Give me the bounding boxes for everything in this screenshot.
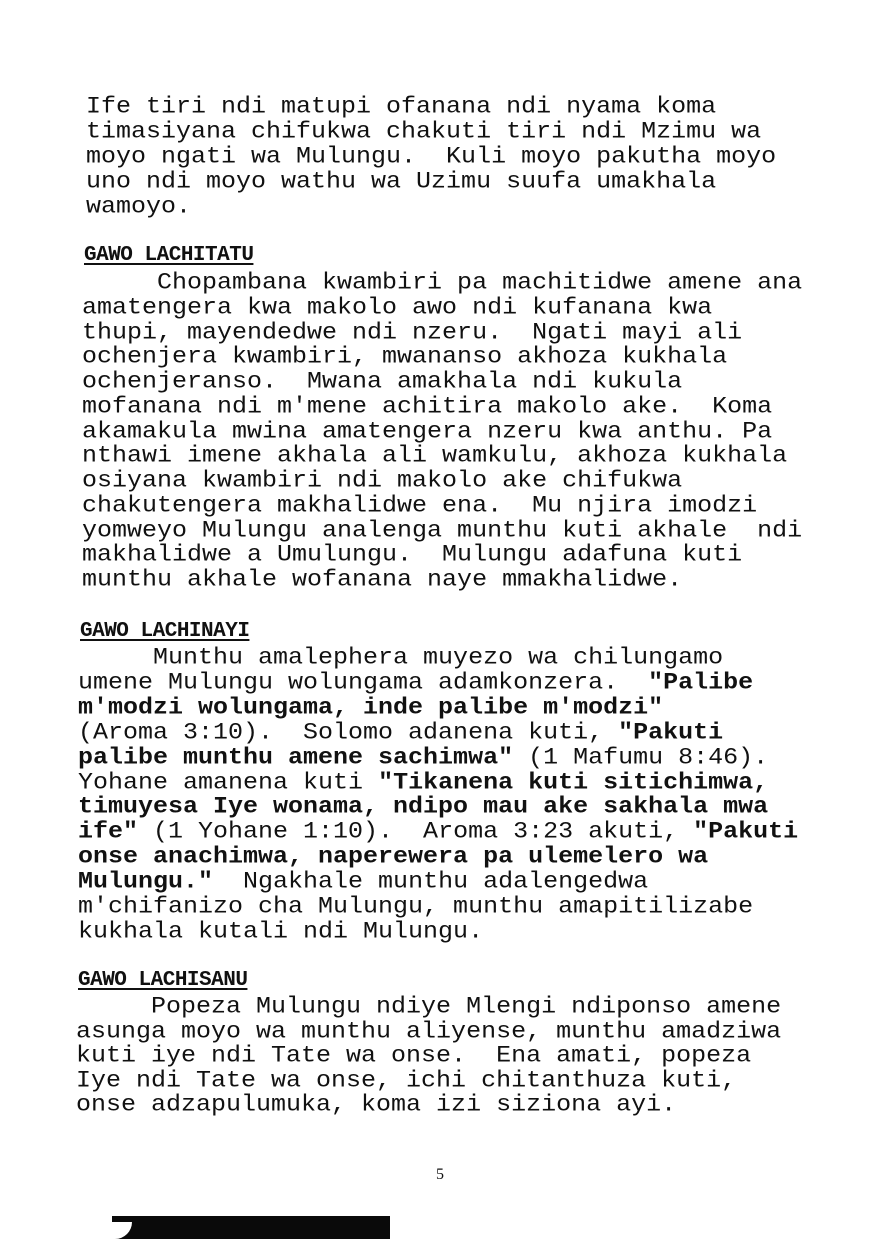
text-line — [76, 1042, 752, 1070]
body-text: m'chifanizo cha Mulungu, munthu amapitilizabe — [78, 893, 754, 920]
body-text: (1 Yohane 1:10). Aroma 3:23 akuti, — [138, 818, 694, 846]
body-text: uno ndi moyo wathu wa Uzimu suufa umakhala — [86, 168, 717, 195]
body-text: ochenjeranso. Mwana amakhala ndi kukula — [82, 368, 683, 395]
text-line — [82, 293, 713, 321]
text-line — [78, 693, 664, 721]
body-text: kuti iye ndi Tate wa onse. Ena amati, popeza — [76, 1042, 752, 1070]
bold-quote-text: "Pakuti — [618, 718, 724, 746]
text-line — [86, 95, 716, 118]
body-text: ochenjera kwambiri, mwananso akhoza kukhala — [82, 343, 728, 371]
body-text: Ngakhale munthu adalengedwa — [213, 868, 649, 895]
body-text: (Aroma 3:10). Solomo adanena kuti, — [78, 718, 619, 746]
text-line — [82, 442, 788, 470]
body-text: Ife tiri ndi matupi ofanana ndi nyama koma — [86, 93, 717, 120]
body-text: amatengera kwa makolo awo ndi kufanana kwa — [82, 293, 713, 321]
bold-quote-text: m'modzi wolungama, inde palibe m'modzi" — [78, 693, 664, 721]
body-text: makhalidwe a Umulungu. Mulungu adafuna kuti — [82, 541, 743, 569]
body-text: kukhala kutali ndi Mulungu. — [78, 918, 484, 945]
section-heading: GAWO LACHITATU — [84, 244, 254, 267]
body-text: munthu akhale wofanana naye mmakhalidwe. — [82, 566, 683, 593]
text-line — [78, 718, 724, 746]
text-line — [76, 1017, 782, 1045]
body-text: nthawi imene akhala ali wamkulu, akhoza kukhala — [82, 442, 788, 470]
text-line — [82, 318, 743, 346]
bold-quote-text: "Tikanena kuti sitichimwa, — [378, 768, 769, 796]
text-line — [82, 392, 773, 420]
text-line — [86, 195, 191, 218]
text-line — [78, 818, 799, 846]
text-line — [82, 568, 682, 591]
section-heading: GAWO LACHINAYI — [80, 620, 250, 643]
body-text: Iye ndi Tate wa onse, ichi chitanthuza kuti, — [76, 1066, 737, 1094]
text-line — [76, 1066, 737, 1094]
body-text: wamoyo. — [86, 193, 192, 220]
text-line — [82, 491, 758, 519]
scan-artifact-bar — [112, 1216, 390, 1239]
body-text: Munthu amalephera muyezo wa chilungamo — [78, 644, 724, 671]
section-heading: GAWO LACHISANU — [78, 969, 248, 992]
text-line — [86, 170, 716, 193]
body-text: Chopambana kwambiri pa machitidwe amene ana — [82, 269, 803, 296]
text-line — [76, 1091, 677, 1119]
bold-quote-text: "Palibe — [648, 669, 754, 696]
body-text: Popeza Mulungu ndiye Mlengi ndiponso amene — [76, 993, 782, 1020]
text-line — [82, 417, 773, 445]
body-text: (1 Mafumu 8:46). — [513, 743, 769, 771]
text-line — [82, 541, 743, 569]
text-line — [78, 793, 769, 821]
bold-quote-text: timuyesa Iye wonama, ndipo mau ake sakhala mwa — [78, 793, 769, 821]
body-text: timasiyana chifukwa chakuti tiri ndi Mzimu wa — [86, 118, 762, 145]
body-text: akamakula mwina amatengera nzeru kwa anthu. Pa — [82, 417, 773, 445]
text-line — [86, 120, 761, 143]
text-line — [78, 646, 723, 669]
text-line — [76, 995, 781, 1018]
text-line — [78, 768, 769, 796]
body-text: mofanana ndi m'mene achitira makolo ake. Koma — [82, 392, 773, 420]
bold-quote-text: "Pakuti — [693, 818, 799, 846]
body-text: moyo ngati wa Mulungu. Kuli moyo pakutha moyo — [86, 143, 777, 170]
body-text: chakutengera makhalidwe ena. Mu njira imodzi — [82, 491, 758, 519]
bold-quote-text: onse anachimwa, naperewera pa ulemelero wa — [78, 843, 709, 871]
bold-quote-text: Mulungu." — [78, 868, 214, 895]
text-line — [82, 370, 682, 393]
text-line — [78, 743, 769, 771]
bold-quote-text: ife" — [78, 818, 139, 846]
body-text: umene Mulungu wolungama adamkonzera. — [78, 669, 649, 696]
text-line — [82, 516, 803, 544]
text-line — [78, 843, 709, 871]
bold-quote-text: palibe munthu amene sachimwa" — [78, 743, 514, 771]
text-line — [78, 870, 648, 893]
text-line — [82, 343, 728, 371]
text-line — [82, 469, 682, 492]
body-text: asunga moyo wa munthu aliyense, munthu amadziwa — [76, 1017, 782, 1045]
body-text: osiyana kwambiri ndi makolo ake chifukwa — [82, 467, 683, 494]
body-text: Yohane amanena kuti — [78, 768, 379, 796]
text-line — [78, 671, 753, 694]
text-line — [78, 920, 483, 943]
text-line — [78, 895, 753, 918]
body-text: thupi, mayendedwe ndi nzeru. Ngati mayi ali — [82, 318, 743, 346]
page-number: 5 — [436, 1166, 444, 1183]
text-line — [86, 145, 776, 168]
body-text: yomweyo Mulungu analenga munthu kuti akhale ndi — [82, 516, 803, 544]
text-line — [82, 271, 802, 294]
body-text: onse adzapulumuka, koma izi siziona ayi. — [76, 1091, 677, 1119]
